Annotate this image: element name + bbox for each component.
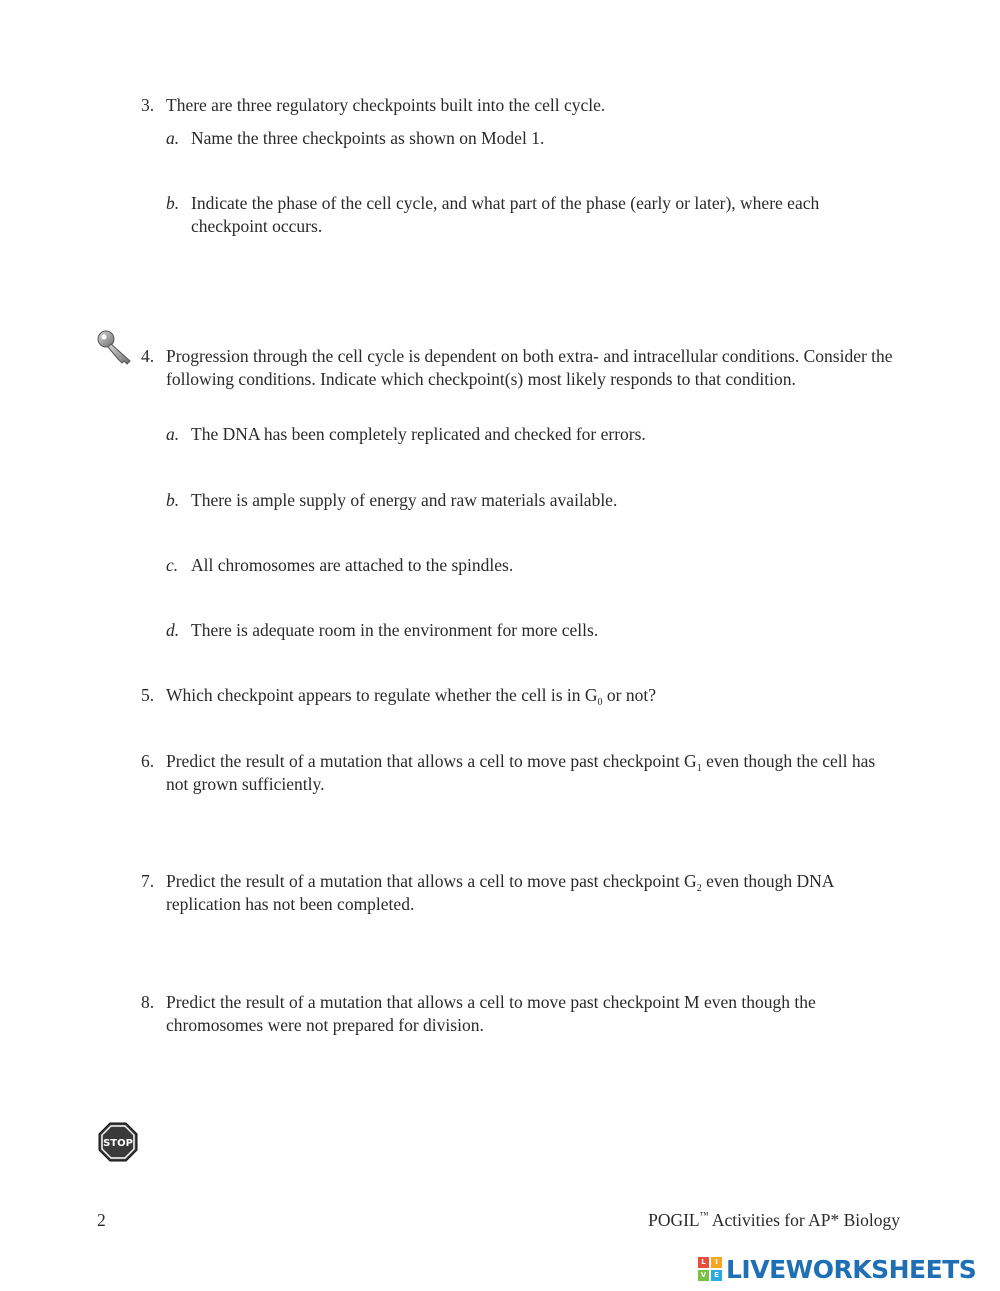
logo-letter: I (711, 1257, 722, 1268)
logo-letter: V (698, 1270, 709, 1281)
stop-sign-icon (98, 1122, 138, 1162)
question-number: 8. (141, 992, 155, 1012)
question-text: Predict the result of a mutation that allows a cell to move past checkpoint $G_1$ even though the cell has not grown sufficiently. (166, 751, 876, 794)
question-text: Progression through the cell cycle is dependent on both extra- and intracellular conditions. Consider the following conditions. Indicate which checkpoint(s) most likely responds to that condition. (166, 346, 893, 389)
sub-text: All chromosomes are attached to the spindles. (191, 555, 514, 575)
sub-text: Name the three checkpoints as shown on Model 1. (191, 128, 545, 148)
question-number: 5. (141, 685, 155, 705)
question-number: 6. (141, 751, 155, 771)
liveworksheets-logo (698, 1255, 976, 1283)
key-icon (96, 329, 134, 365)
question-text: Which checkpoint appears to regulate whether the cell is in $G_0$ or not? (166, 685, 656, 708)
sub-letter: a. (166, 424, 180, 444)
sub-text: There is adequate room in the environment for more cells. (191, 620, 599, 640)
question-number: 4. (141, 346, 155, 366)
subscript: 1 (696, 763, 702, 774)
logo-letter: E (711, 1270, 722, 1281)
sub-letter: c. (166, 555, 179, 575)
sub-letter: b. (166, 193, 180, 213)
sub-text: There is ample supply of energy and raw materials available. (191, 490, 618, 510)
subscript: 2 (696, 883, 702, 894)
stop-label: STOP (103, 1138, 133, 1149)
logo-letter: L (698, 1257, 709, 1268)
sub-letter: b. (166, 490, 180, 510)
question-text: Predict the result of a mutation that allows a cell to move past checkpoint $G_2$ even though DNA replication has not been completed. (166, 871, 834, 914)
page-number: 2 (97, 1210, 106, 1230)
logo-text: LIVEWORKSHEETS (726, 1254, 977, 1284)
sub-letter: a. (166, 128, 180, 148)
footer-title: POGIL™ Activities for AP* Biology (648, 1210, 900, 1230)
logo-squares (698, 1257, 722, 1281)
question-text: There are three regulatory checkpoints built into the cell cycle. (166, 95, 606, 115)
question-number: 7. (141, 871, 155, 891)
sub-text: The DNA has been completely replicated and checked for errors. (191, 424, 646, 444)
question-text: Predict the result of a mutation that allows a cell to move past checkpoint M even though the chromosomes were not prepared for division. (166, 992, 816, 1035)
sub-letter: d. (166, 620, 180, 640)
sub-text: Indicate the phase of the cell cycle, and what part of the phase (early or later), where each checkpoint occurs. (191, 193, 820, 236)
question-number: 3. (141, 95, 155, 115)
subscript: 0 (597, 697, 603, 708)
